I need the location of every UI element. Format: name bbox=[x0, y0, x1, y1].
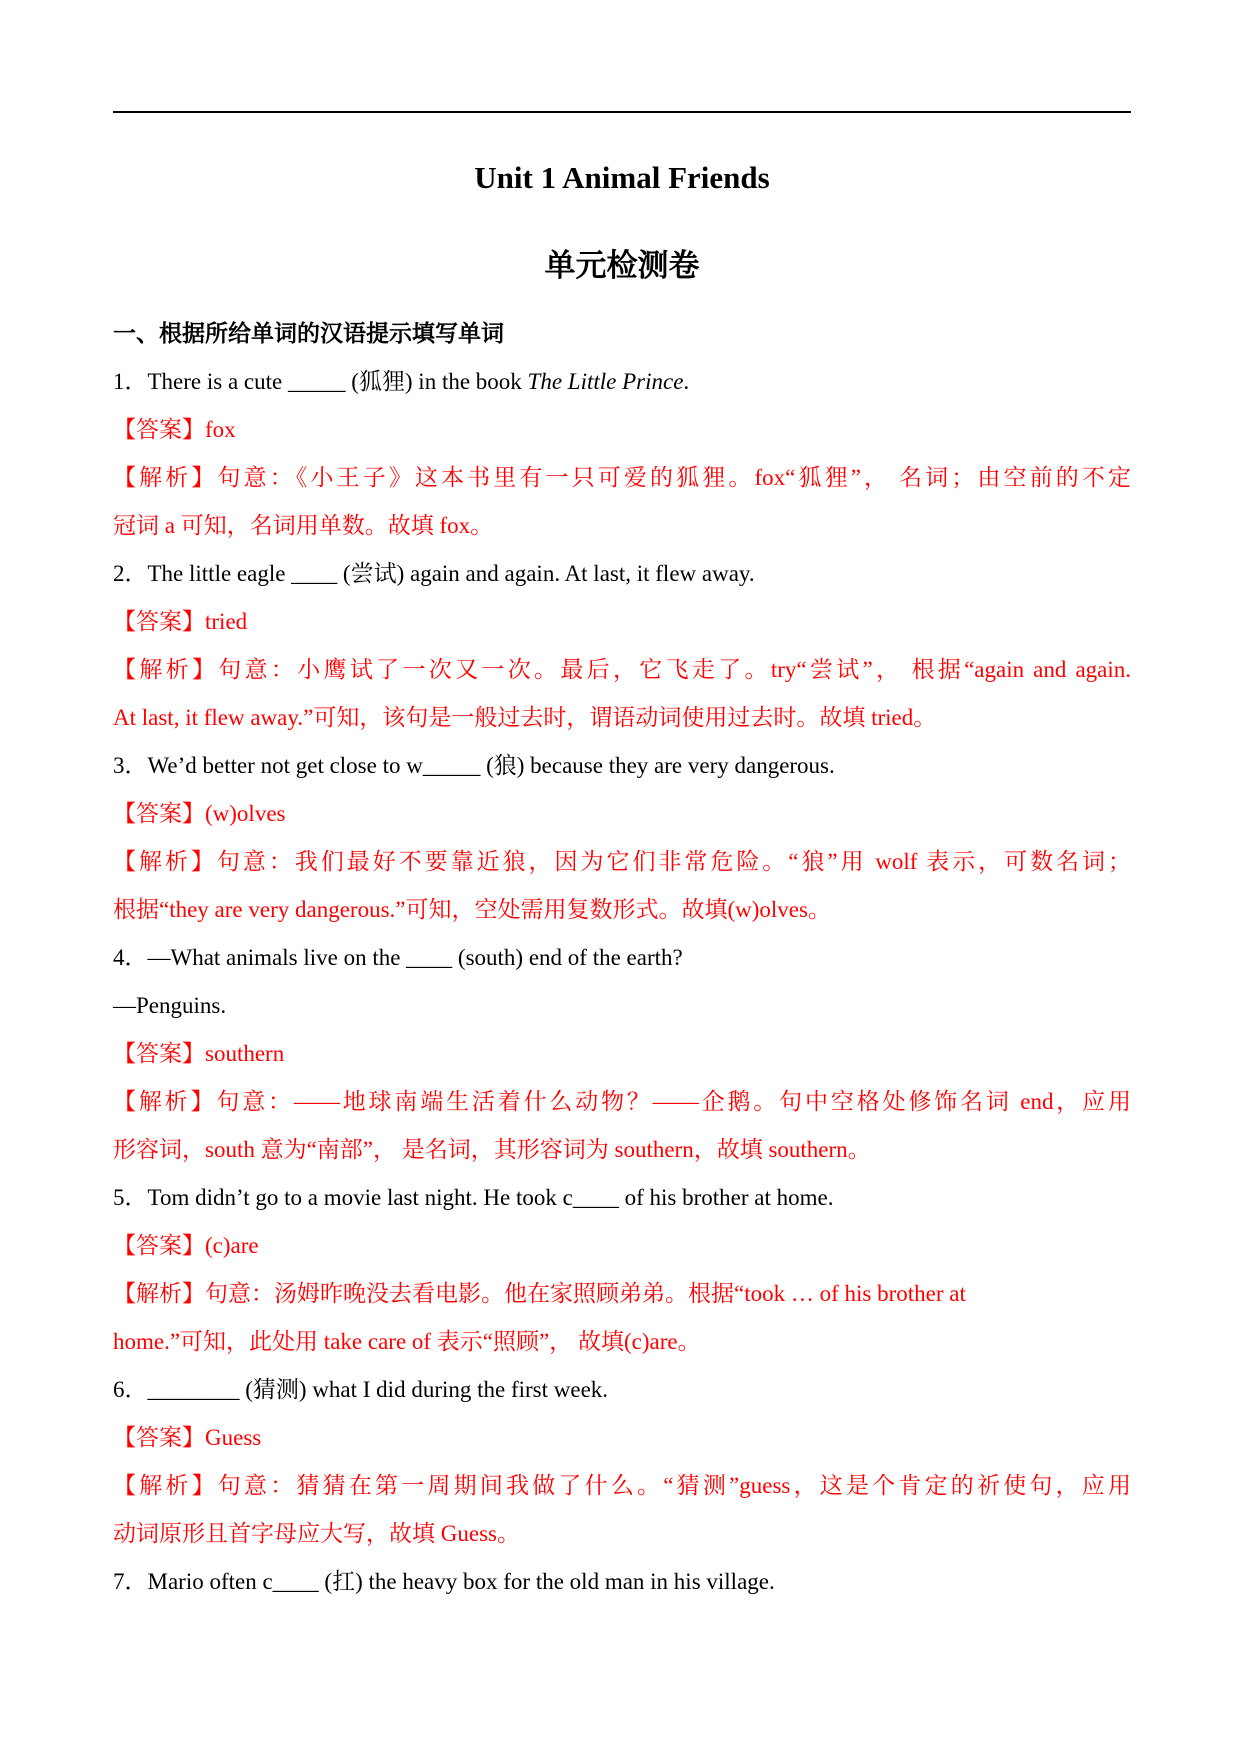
question-5 bbox=[113, 1174, 1131, 1222]
question-text: The little eagle ____ (尝试) again and again. At last, it flew away. bbox=[147, 561, 755, 586]
answer-value: fox bbox=[205, 417, 236, 442]
question-2 bbox=[113, 550, 1131, 598]
question-text: Tom didn’t go to a movie last night. He took c____ of his brother at home. bbox=[147, 1185, 834, 1210]
question-number: 7． bbox=[113, 1569, 148, 1594]
answer-6 bbox=[113, 1414, 1131, 1462]
page-subtitle: 单元检测卷 bbox=[544, 248, 700, 283]
analysis-3-line-2: 根据“they are very dangerous.”可知，空处需用复数形式。故填(w)olves。 bbox=[113, 897, 831, 922]
analysis-2-line-1: 【解析】句意：小鹰试了一次又一次。最后，它飞走了。try“尝试”， 根据“again and again. bbox=[113, 657, 1131, 682]
book-title: The Little Prince bbox=[527, 369, 684, 394]
question-number: 1． bbox=[113, 369, 148, 394]
answer-3 bbox=[113, 790, 1131, 838]
analysis-5-line-2: home.”可知，此处用 take care of 表示“照顾”， 故填(c)are。 bbox=[113, 1329, 701, 1354]
question-6 bbox=[113, 1366, 1131, 1414]
question-number: 2． bbox=[113, 561, 148, 586]
answer-label: 【答案】 bbox=[113, 1041, 205, 1066]
answer-label: 【答案】 bbox=[113, 417, 205, 442]
question-text: We’d better not get close to w_____ (狼) because they are very dangerous. bbox=[147, 753, 835, 778]
question-number: 4． bbox=[113, 945, 148, 970]
answer-5 bbox=[113, 1222, 1131, 1270]
analysis-3-line-1: 【解析】句意：我们最好不要靠近狼，因为它们非常危险。“狼”用 wolf 表示，可数名词； bbox=[113, 849, 1131, 874]
question-text: —What animals live on the ____ (south) end of the earth? bbox=[147, 945, 683, 970]
answer-value: Guess bbox=[205, 1425, 262, 1450]
question-7 bbox=[113, 1558, 1131, 1606]
answer-value: (w)olves bbox=[205, 801, 286, 826]
analysis-6-line-1: 【解析】句意：猜猜在第一周期间我做了什么。“猜测”guess，这是个肯定的祈使句，应用 bbox=[113, 1473, 1131, 1498]
question-text: ________ (猜测) what I did during the first week. bbox=[147, 1377, 609, 1402]
answer-1 bbox=[113, 406, 1131, 454]
exercise-content bbox=[113, 316, 1131, 1606]
analysis-1-line-1: 【解析】句意：《小王子》这本书里有一只可爱的狐狸。fox“狐狸”， 名词；由空前的不定 bbox=[113, 465, 1131, 490]
question-4-reply: —Penguins. bbox=[113, 993, 227, 1018]
question-text: There is a cute _____ (狐狸) in the book bbox=[147, 369, 528, 394]
answer-label: 【答案】 bbox=[113, 1425, 205, 1450]
answer-value: (c)are bbox=[205, 1233, 259, 1258]
question-4 bbox=[113, 934, 1131, 982]
answer-value: southern bbox=[205, 1041, 285, 1066]
section-heading: 一、根据所给单词的汉语提示填写单词 bbox=[113, 321, 504, 346]
answer-4 bbox=[113, 1030, 1131, 1078]
question-number: 5． bbox=[113, 1185, 148, 1210]
answer-value: tried bbox=[205, 609, 248, 634]
answer-2 bbox=[113, 598, 1131, 646]
answer-label: 【答案】 bbox=[113, 1233, 205, 1258]
question-1 bbox=[113, 358, 1131, 406]
question-text-end: . bbox=[683, 369, 690, 394]
header-rule bbox=[113, 111, 1131, 113]
analysis-1-line-2: 冠词 a 可知，名词用单数。故填 fox。 bbox=[113, 513, 494, 538]
question-text: Mario often c____ (扛) the heavy box for the old man in his village. bbox=[147, 1569, 775, 1594]
analysis-4-line-2: 形容词，south 意为“南部”， 是名词，其形容词为 southern，故填 southern。 bbox=[113, 1137, 871, 1162]
analysis-6-line-2: 动词原形且首字母应大写，故填 Guess。 bbox=[113, 1521, 520, 1546]
question-3 bbox=[113, 742, 1131, 790]
answer-label: 【答案】 bbox=[113, 609, 205, 634]
analysis-4-line-1: 【解析】句意：——地球南端生活着什么动物？——企鹅。句中空格处修饰名词 end，应用 bbox=[113, 1089, 1131, 1114]
analysis-2-line-2: At last, it flew away.”可知，该句是一般过去时，谓语动词使用过去时。故填 tried。 bbox=[113, 705, 937, 730]
page-title: Unit 1 Animal Friends bbox=[474, 160, 770, 195]
question-number: 6． bbox=[113, 1377, 148, 1402]
question-number: 3． bbox=[113, 753, 148, 778]
analysis-5-line-1: 【解析】句意：汤姆昨晚没去看电影。他在家照顾弟弟。根据“took … of his brother at bbox=[113, 1281, 966, 1306]
answer-label: 【答案】 bbox=[113, 801, 205, 826]
